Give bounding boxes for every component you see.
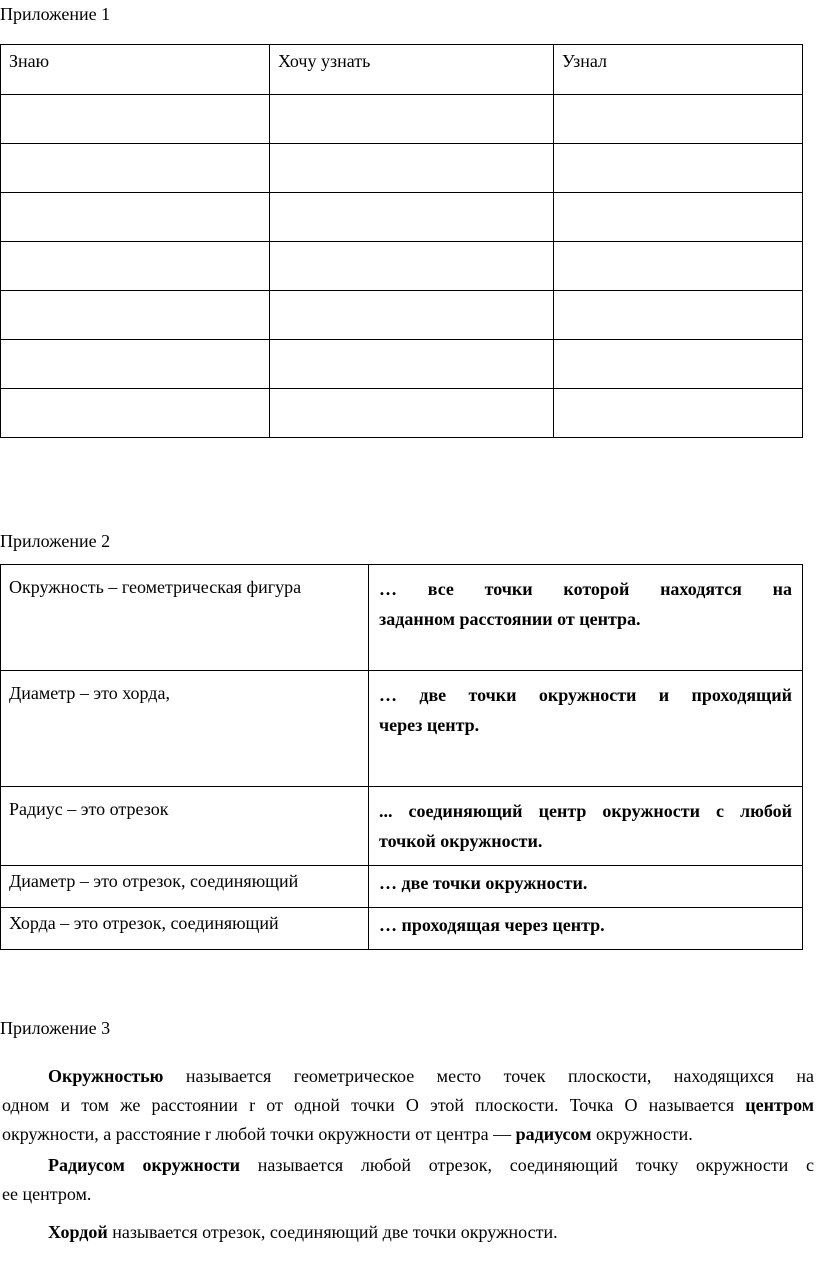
kwl-header-learned: Узнал: [554, 45, 803, 95]
table-row: [1, 242, 803, 291]
kwl-header-row: [1, 45, 803, 95]
table-row: [1, 787, 803, 866]
kwl-cell[interactable]: [270, 389, 554, 438]
kwl-cell[interactable]: [270, 291, 554, 340]
kwl-cell[interactable]: [1, 389, 270, 438]
matching-right-cell: … все точки которой находятся на заданном расстоянии от центра.: [369, 565, 803, 671]
table-row: [1, 671, 803, 787]
matching-right-cell: … две точки окружности.: [369, 866, 803, 908]
kwl-cell[interactable]: [554, 291, 803, 340]
matching-right-cell: … проходящая через центр.: [369, 908, 803, 950]
matching-right-cell: … две точки окружности и проходящий через центр.: [369, 671, 803, 787]
kwl-cell[interactable]: [554, 95, 803, 144]
matching-left-cell: Хорда – это отрезок, соединяющий: [1, 908, 369, 950]
term-circle: Окружностью: [48, 1066, 164, 1086]
kwl-cell[interactable]: [554, 389, 803, 438]
table-row: [1, 144, 803, 193]
appendix3-title: Приложение 3: [0, 1018, 111, 1038]
definition-chord: Хордой называется отрезок, соединяющий две точки окружности.: [48, 1222, 558, 1242]
matching-left-cell: Диаметр – это отрезок, соединяющий: [1, 866, 369, 908]
kwl-cell[interactable]: [554, 144, 803, 193]
table-row: [1, 908, 803, 950]
term-chord: Хордой: [48, 1222, 108, 1242]
kwl-cell[interactable]: [270, 340, 554, 389]
kwl-cell[interactable]: [554, 242, 803, 291]
kwl-cell[interactable]: [1, 144, 270, 193]
matching-left-cell: Радиус – это отрезок: [1, 787, 369, 866]
table-row: [1, 866, 803, 908]
kwl-cell[interactable]: [270, 144, 554, 193]
kwl-header-want: Хочу узнать: [270, 45, 554, 95]
kwl-header-know: Знаю: [1, 45, 270, 95]
kwl-cell[interactable]: [270, 193, 554, 242]
table-row: [1, 340, 803, 389]
matching-table: [0, 564, 803, 950]
kwl-cell[interactable]: [1, 242, 270, 291]
term-center: центром: [745, 1095, 814, 1115]
matching-right-cell: ... соединяющий центр окружности с любой точкой окружности.: [369, 787, 803, 866]
table-row: [1, 565, 803, 671]
kwl-cell[interactable]: [270, 95, 554, 144]
matching-left-cell: Диаметр – это хорда,: [1, 671, 369, 787]
term-radius: радиусом: [515, 1124, 592, 1144]
table-row: [1, 291, 803, 340]
kwl-cell[interactable]: [1, 193, 270, 242]
appendix2-title: Приложение 2: [0, 531, 111, 551]
definition-circle: Окружностью называется геометрическое место точек плоскости, находящихся на одном и том же расстоянии r от одной точки O этой плоскости. Точка O называется центром окружности, а расстояние r любой точки окружности от центра — радиусом окружности.: [2, 1066, 814, 1144]
kwl-cell[interactable]: [1, 340, 270, 389]
table-row: [1, 389, 803, 438]
kwl-cell[interactable]: [554, 340, 803, 389]
term-radius-of-circle: Радиусом окружности: [48, 1155, 241, 1175]
kwl-cell[interactable]: [270, 242, 554, 291]
table-row: [1, 193, 803, 242]
kwl-table: [0, 44, 803, 438]
kwl-cell[interactable]: [1, 95, 270, 144]
appendix1-title: Приложение 1: [0, 4, 111, 24]
matching-left-cell: Окружность – геометрическая фигура: [1, 565, 369, 671]
kwl-cell[interactable]: [554, 193, 803, 242]
kwl-cell[interactable]: [1, 291, 270, 340]
table-row: [1, 95, 803, 144]
definition-radius: Радиусом окружности называется любой отрезок, соединяющий точку окружности с ее центром.: [2, 1155, 814, 1204]
